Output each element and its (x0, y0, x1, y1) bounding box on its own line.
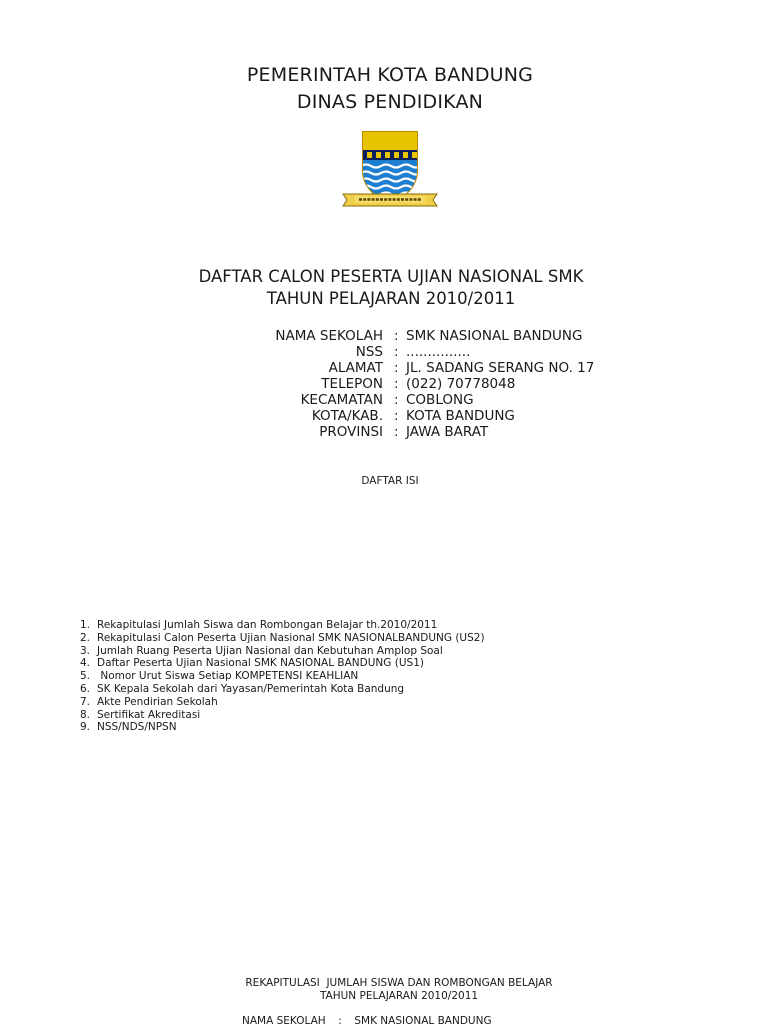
toc-item-text: Sertifikat Akreditasi (97, 708, 201, 721)
info-label: KOTA/KAB. (311, 408, 383, 424)
toc-item-text: Rekapitulasi Calon Peserta Ujian Nasional SMK NASIONALBANDUNG (US2) (97, 631, 485, 644)
info-value: ............... (406, 344, 471, 360)
toc-item-text: SK Kepala Sekolah dari Yayasan/Pemerintah Kota Bandung (97, 682, 405, 695)
info-colon: : (394, 344, 399, 360)
toc-item-text: Daftar Peserta Ujian Nasional SMK NASIONAL BANDUNG (US1) (97, 657, 424, 670)
toc-item-text: Jumlah Ruang Peserta Ujian Nasional dan Kebutuhan Amplop Soal (97, 644, 443, 657)
footer-heading-line-2: TAHUN PELAJARAN 2010/2011 (319, 990, 479, 1002)
toc-item (80, 696, 485, 709)
info-value: COBLONG (406, 392, 474, 408)
toc-item (80, 683, 485, 696)
toc-title: DAFTAR ISI (361, 475, 419, 487)
toc-item-number: 5. (80, 670, 91, 683)
info-value: SMK NASIONAL BANDUNG (406, 328, 583, 344)
info-colon: : (394, 376, 399, 392)
info-value: JAWA BARAT (406, 424, 489, 440)
toc-item (80, 709, 485, 722)
toc-item (80, 632, 485, 645)
footer-info-label: NAMA SEKOLAH (242, 1015, 326, 1024)
info-colon: : (394, 408, 399, 424)
toc-item-text: Nomor Urut Siswa Setiap KOMPETENSI KEAHLIAN (97, 670, 359, 683)
toc-item-text: NSS/NDS/NPSN (97, 721, 177, 734)
emblem-icon (341, 126, 439, 208)
header-line-2: DINAS PENDIDIKAN (296, 91, 484, 113)
toc-item-number: 2. (80, 631, 91, 644)
info-label: PROVINSI (319, 424, 383, 440)
info-value: JL. SADANG SERANG NO. 17 (406, 360, 595, 376)
footer-heading-line-1: REKAPITULASI JUMLAH SISWA DAN ROMBONGAN BELAJAR (245, 977, 553, 989)
info-colon: : (394, 360, 399, 376)
info-value: (022) 70778048 (406, 376, 516, 392)
toc-item-number: 7. (80, 695, 91, 708)
document-title-line-2: TAHUN PELAJARAN 2010/2011 (266, 289, 516, 308)
toc-item (80, 619, 485, 632)
toc-item-number: 8. (80, 708, 91, 721)
info-label: NAMA SEKOLAH (275, 328, 383, 344)
toc-item-number: 9. (80, 721, 91, 734)
toc-list (80, 619, 485, 734)
info-label: ALAMAT (328, 360, 383, 376)
info-label: TELEPON (321, 376, 383, 392)
toc-item (80, 657, 485, 670)
document-title-line-1: DAFTAR CALON PESERTA UJIAN NASIONAL SMK (198, 267, 584, 286)
info-value: KOTA BANDUNG (406, 408, 515, 424)
info-colon: : (394, 424, 399, 440)
toc-item-number: 3. (80, 644, 91, 657)
toc-item-number: 6. (80, 682, 91, 695)
toc-item (80, 721, 485, 734)
toc-item-text: Rekapitulasi Jumlah Siswa dan Rombongan Belajar th.2010/2011 (97, 619, 438, 631)
info-colon: : (394, 328, 399, 344)
toc-item (80, 645, 485, 658)
toc-item (80, 670, 485, 683)
toc-item-number: 1. (80, 619, 91, 631)
footer-info-colon: : (338, 1015, 342, 1024)
toc-item-number: 4. (80, 657, 91, 670)
info-label: KECAMATAN (300, 392, 383, 408)
toc-item-text: Akte Pendirian Sekolah (97, 695, 218, 708)
info-colon: : (394, 392, 399, 408)
city-emblem-logo (341, 126, 439, 208)
footer-school-info (242, 1015, 492, 1024)
footer-info-value: SMK NASIONAL BANDUNG (354, 1015, 492, 1024)
info-label: NSS (355, 344, 383, 360)
header-line-1: PEMERINTAH KOTA BANDUNG (246, 64, 534, 86)
